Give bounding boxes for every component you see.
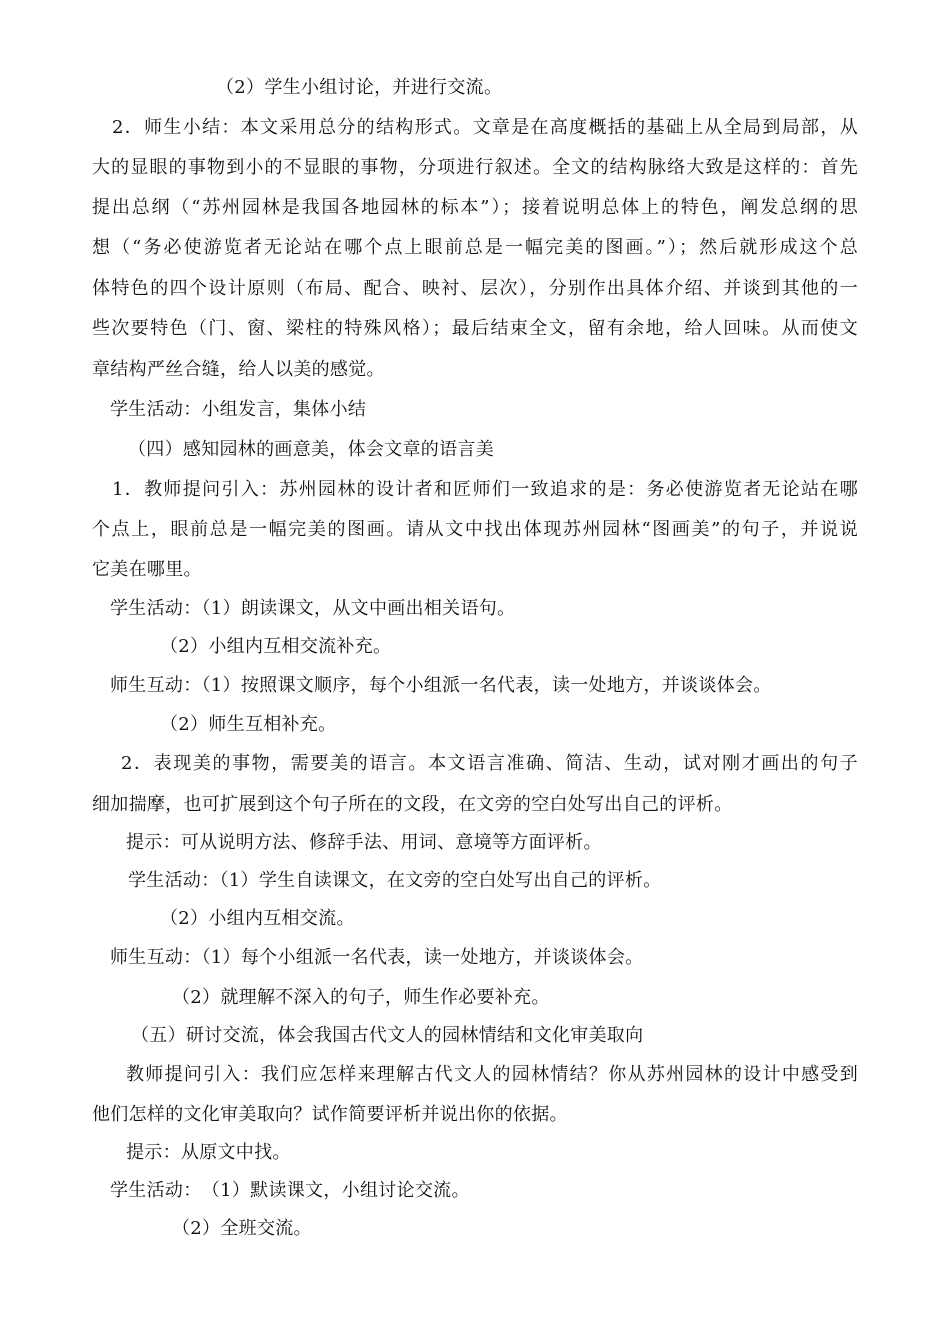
text-line: 细加揣摩，也可扩展到这个句子所在的文段，在文旁的空白处写出自己的评析。 [92, 794, 733, 815]
text-line: （2）学生小组讨论，并进行交流。 [216, 77, 503, 98]
text-line: 些次要特色（门、窗、梁柱的特殊风格）；最后结束全文，留有余地，给人回味。从而使文 [92, 318, 858, 339]
text-line: 师生互动：（1）按照课文顺序，每个小组派一名代表，读一处地方，并谈谈体会。 [110, 675, 772, 696]
text-line: 想（“务必使游览者无论站在哪个点上眼前总是一幅完美的图画。”）；然后就形成这个总 [92, 237, 858, 258]
text-line: 师生互动：（1）每个小组派一名代表，读一处地方，并谈谈体会。 [110, 947, 644, 968]
text-line: 学生活动：（1）学生自读课文，在文旁的空白处写出自己的评析。 [128, 870, 662, 891]
text-line: 2．表现美的事物，需要美的语言。本文语言准确、简洁、生动，试对刚才画出的句子 [121, 753, 858, 774]
text-line: 个点上，眼前总是一幅完美的图画。请从文中找出体现苏州园林“图画美”的句子，并说说 [92, 519, 858, 540]
text-line: 章结构严丝合缝，给人以美的感觉。 [92, 359, 385, 380]
text-line: 教师提问引入：我们应怎样来理解古代文人的园林情结？你从苏州园林的设计中感受到 [126, 1064, 858, 1085]
text-line: （2）全班交流。 [172, 1218, 312, 1239]
text-line: 2．师生小结：本文采用总分的结构形式。文章是在高度概括的基础上从全局到局部，从 [112, 117, 858, 138]
text-line: 他们怎样的文化审美取向？试作简要评析并说出你的依据。 [92, 1104, 568, 1125]
text-line: 学生活动：（1）朗读课文，从文中画出相关语句。 [110, 598, 516, 619]
text-line: 提示：可从说明方法、修辞手法、用词、意境等方面评析。 [126, 832, 602, 853]
text-line: 它美在哪里。 [92, 559, 202, 580]
text-line: 提示：从原文中找。 [126, 1142, 291, 1163]
text-line: 大的显眼的事物到小的不显眼的事物，分项进行叙述。全文的结构脉络大致是这样的：首先 [92, 157, 858, 178]
text-line: 体特色的四个设计原则（布局、配合、映衬、层次），分别作出具体介绍、并谈到其他的一 [92, 278, 858, 299]
text-line: 学生活动： （1）默读课文，小组讨论交流。 [110, 1180, 470, 1201]
section-heading: （五）研讨交流，体会我国古代文人的园林情结和文化审美取向 [131, 1025, 644, 1046]
text-line: （2）小组内互相交流补充。 [160, 636, 392, 657]
text-line: （2）小组内互相交流。 [160, 908, 355, 929]
text-line: （2）就理解不深入的句子，师生作必要补充。 [172, 987, 550, 1008]
text-line: 1．教师提问引入：苏州园林的设计者和匠师们一致追求的是：务必使游览者无论站在哪 [112, 479, 858, 500]
section-heading: （四）感知园林的画意美，体会文章的语言美 [128, 439, 494, 460]
text-line: 学生活动：小组发言，集体小结 [110, 399, 367, 420]
text-line: 提出总纲（“苏州园林是我国各地园林的标本”）；接着说明总体上的特色，阐发总纲的思 [92, 197, 858, 218]
text-line: （2）师生互相补充。 [160, 714, 337, 735]
